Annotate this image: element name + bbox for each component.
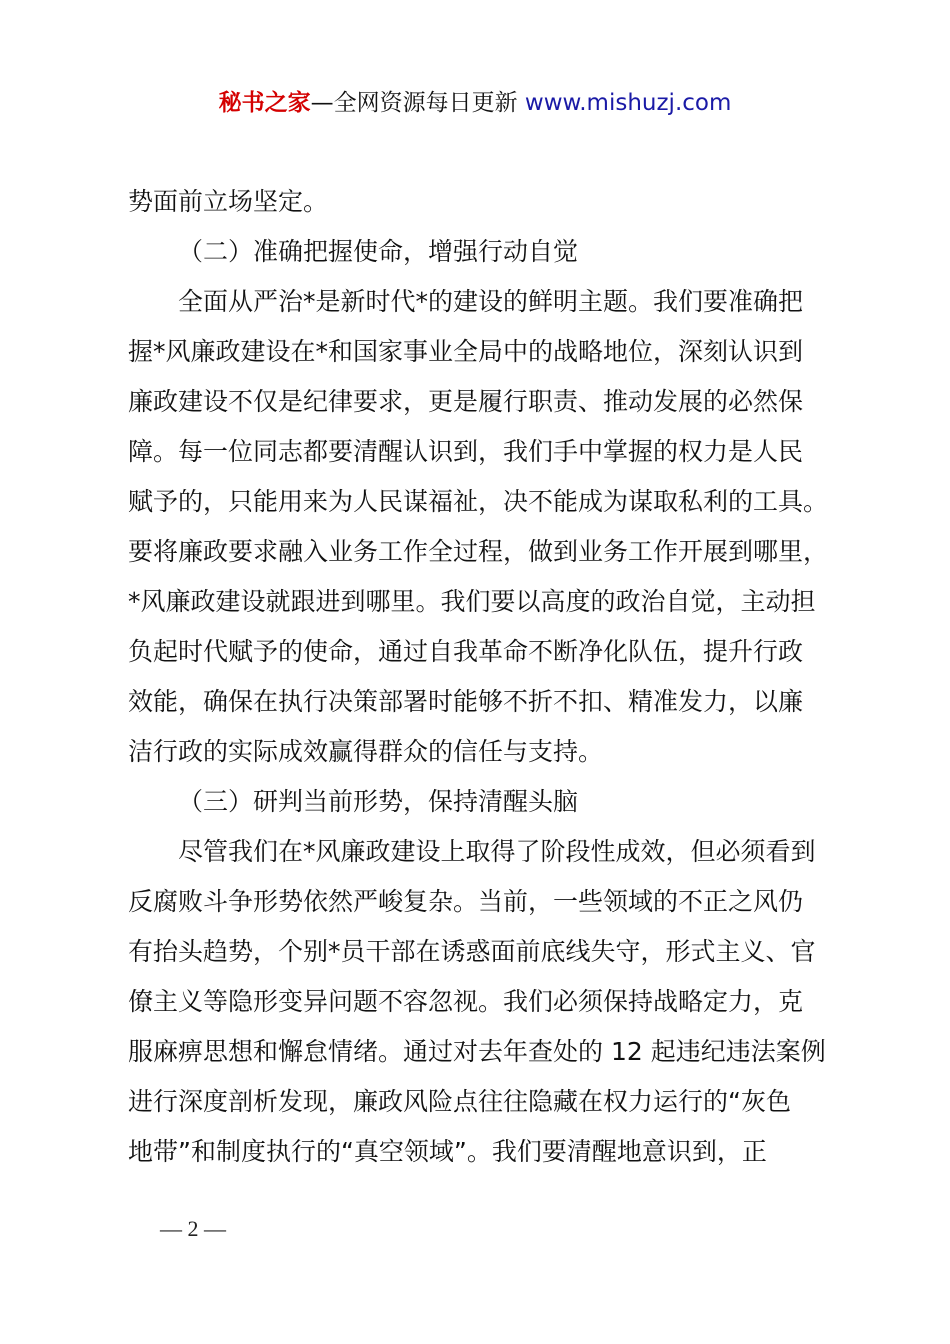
body-line: 廉政建设不仅是纪律要求，更是履行职责、推动发展的必然保	[128, 387, 804, 416]
brand-name: 秘书之家	[218, 90, 311, 116]
body-line: 尽管我们在*风廉政建设上取得了阶段性成效，但必须看到	[178, 837, 816, 866]
body-line: 赋予的，只能用来为人民谋福祉，决不能成为谋取私利的工具。	[128, 487, 829, 516]
body-line: 全面从严治*是新时代*的建设的鲜明主题。我们要准确把	[178, 287, 804, 316]
body-line: 进行深度剖析发现，廉政风险点往往隐藏在权力运行的“灰色	[128, 1087, 791, 1116]
body-line: 握*风廉政建设在*和国家事业全局中的战略地位，深刻认识到	[128, 337, 804, 366]
body-line: 反腐败斗争形势依然严峻复杂。当前，一些领域的不正之风仍	[128, 887, 804, 916]
body-line: 效能，确保在执行决策部署时能够不折不扣、精准发力，以廉	[128, 687, 804, 716]
site-header	[0, 86, 950, 120]
page-number: — 2 —	[160, 1216, 226, 1241]
site-url-link[interactable]: www.mishuzj.com	[524, 90, 732, 116]
header-tagline: —全网资源每日更新	[310, 90, 518, 116]
body-line: 障。每一位同志都要清醒认识到，我们手中掌握的权力是人民	[128, 437, 804, 466]
body-line: 洁行政的实际成效赢得群众的信任与支持。	[128, 737, 604, 766]
body-line: 负起时代赋予的使命，通过自我革命不断净化队伍，提升行政	[128, 637, 804, 666]
body-line: 势面前立场坚定。	[128, 187, 329, 216]
body-line: 服麻痹思想和懈怠情绪。通过对去年查处的 12 起违纪违法案例	[128, 1037, 826, 1066]
document-body	[128, 177, 838, 1177]
body-line: 有抬头趋势，个别*员干部在诱惑面前底线失守，形式主义、官	[128, 937, 816, 966]
body-line: *风廉政建设就跟进到哪里。我们要以高度的政治自觉，主动担	[128, 587, 816, 616]
section-heading-3: （三）研判当前形势，保持清醒头脑	[178, 787, 579, 816]
body-line: 要将廉政要求融入业务工作全过程，做到业务工作开展到哪里，	[128, 537, 829, 566]
body-line: 地带”和制度执行的“真空领域”。我们要清醒地意识到，正	[128, 1137, 767, 1166]
body-line: 僚主义等隐形变异问题不容忽视。我们必须保持战略定力，克	[128, 987, 804, 1016]
section-heading-2: （二）准确把握使命，增强行动自觉	[178, 237, 579, 266]
